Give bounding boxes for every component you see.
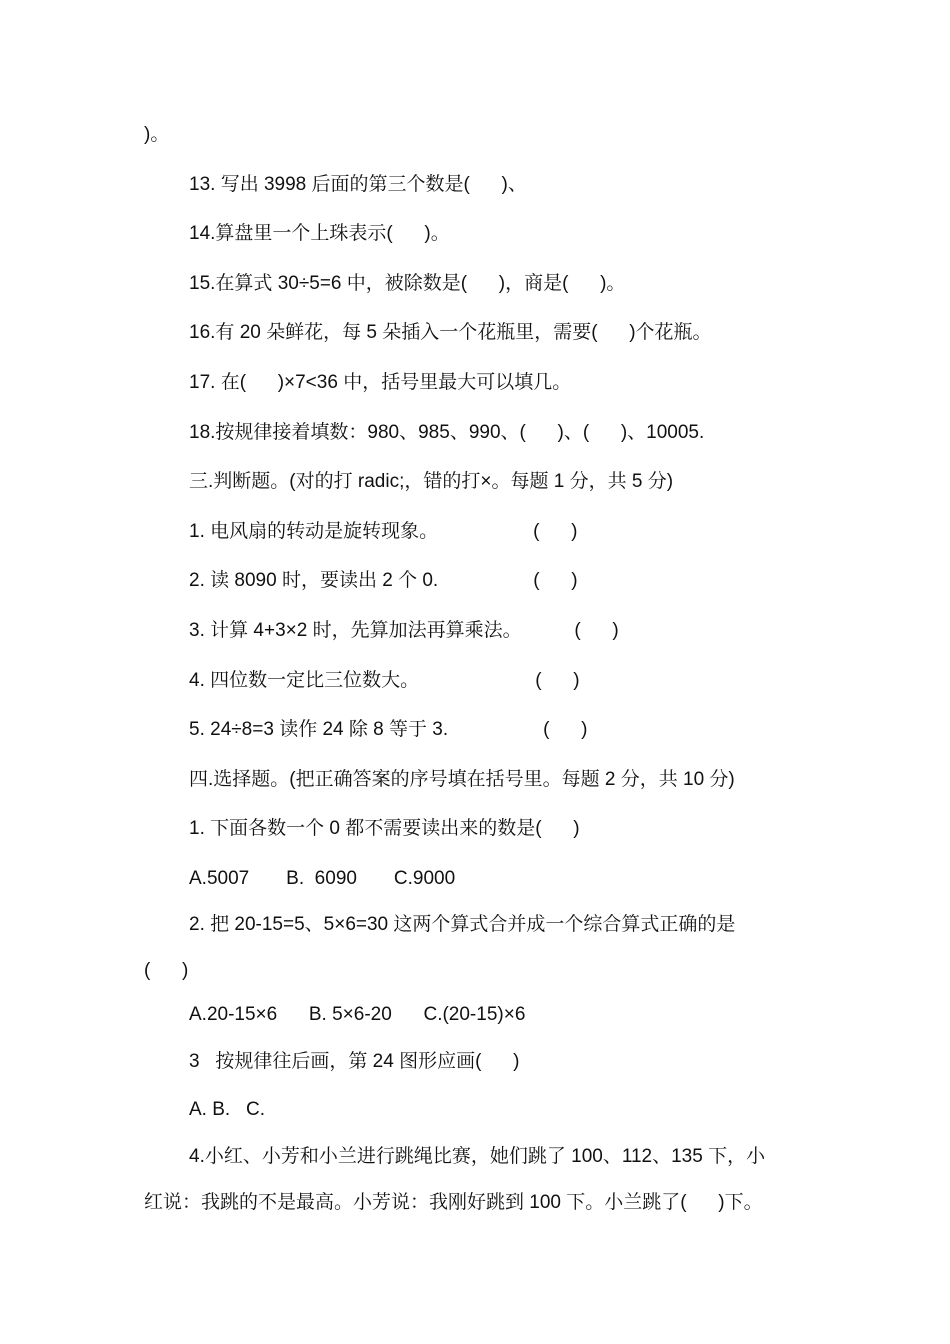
section-4-title: 四.选择题。(把正确答案的序号填在括号里。每题 2 分，共 10 分) bbox=[189, 769, 735, 790]
choice-item-1: 1. 下面各数一个 0 都不需要读出来的数是( ) bbox=[189, 818, 580, 839]
judge-item-3: 3. 计算 4+3×2 时，先算加法再算乘法。 ( ) bbox=[189, 620, 619, 641]
question-18: 18.按规律接着填数：980、985、990、( )、( )、10005. bbox=[189, 422, 705, 443]
choice-item-3: 3 按规律往后画，第 24 图形应画( ) bbox=[189, 1051, 520, 1072]
section-3-title: 三.判断题。(对的打 radic;，错的打×。每题 1 分，共 5 分) bbox=[189, 471, 674, 492]
choice-item-2-options: A.20-15×6 B. 5×6-20 C.(20-15)×6 bbox=[189, 1004, 526, 1025]
question-15: 15.在算式 30÷5=6 中，被除数是( )，商是( )。 bbox=[189, 273, 626, 294]
judge-item-1: 1. 电风扇的转动是旋转现象。 ( ) bbox=[189, 521, 578, 542]
judge-item-2: 2. 读 8090 时，要读出 2 个 0. ( ) bbox=[189, 570, 578, 591]
choice-item-2: 2. 把 20-15=5、5×6=30 这两个算式合并成一个综合算式正确的是 bbox=[189, 914, 736, 935]
choice-item-4: 4.小红、小芳和小兰进行跳绳比赛，她们跳了 100、112、135 下，小 bbox=[189, 1146, 766, 1167]
question-17: 17. 在( )×7<36 中，括号里最大可以填几。 bbox=[189, 372, 572, 393]
choice-item-1-options: A.5007 B. 6090 C.9000 bbox=[189, 868, 456, 889]
judge-item-5: 5. 24÷8=3 读作 24 除 8 等于 3. ( ) bbox=[189, 719, 588, 740]
question-16: 16.有 20 朵鲜花，每 5 朵插入一个花瓶里，需要( )个花瓶。 bbox=[189, 322, 712, 343]
choice-item-3-options: A. B. C. bbox=[189, 1099, 266, 1120]
choice-item-4-continued: 红说：我跳的不是最高。小芳说：我刚好跳到 100 下。小兰跳了( )下。 bbox=[144, 1192, 763, 1213]
judge-item-4: 4. 四位数一定比三位数大。 ( ) bbox=[189, 670, 580, 691]
question-13: 13. 写出 3998 后面的第三个数是( )、 bbox=[189, 174, 527, 195]
question-14: 14.算盘里一个上珠表示( )。 bbox=[189, 223, 450, 244]
carry-over-text: )。 bbox=[144, 124, 170, 145]
choice-item-2-continued: ( ) bbox=[144, 960, 189, 981]
